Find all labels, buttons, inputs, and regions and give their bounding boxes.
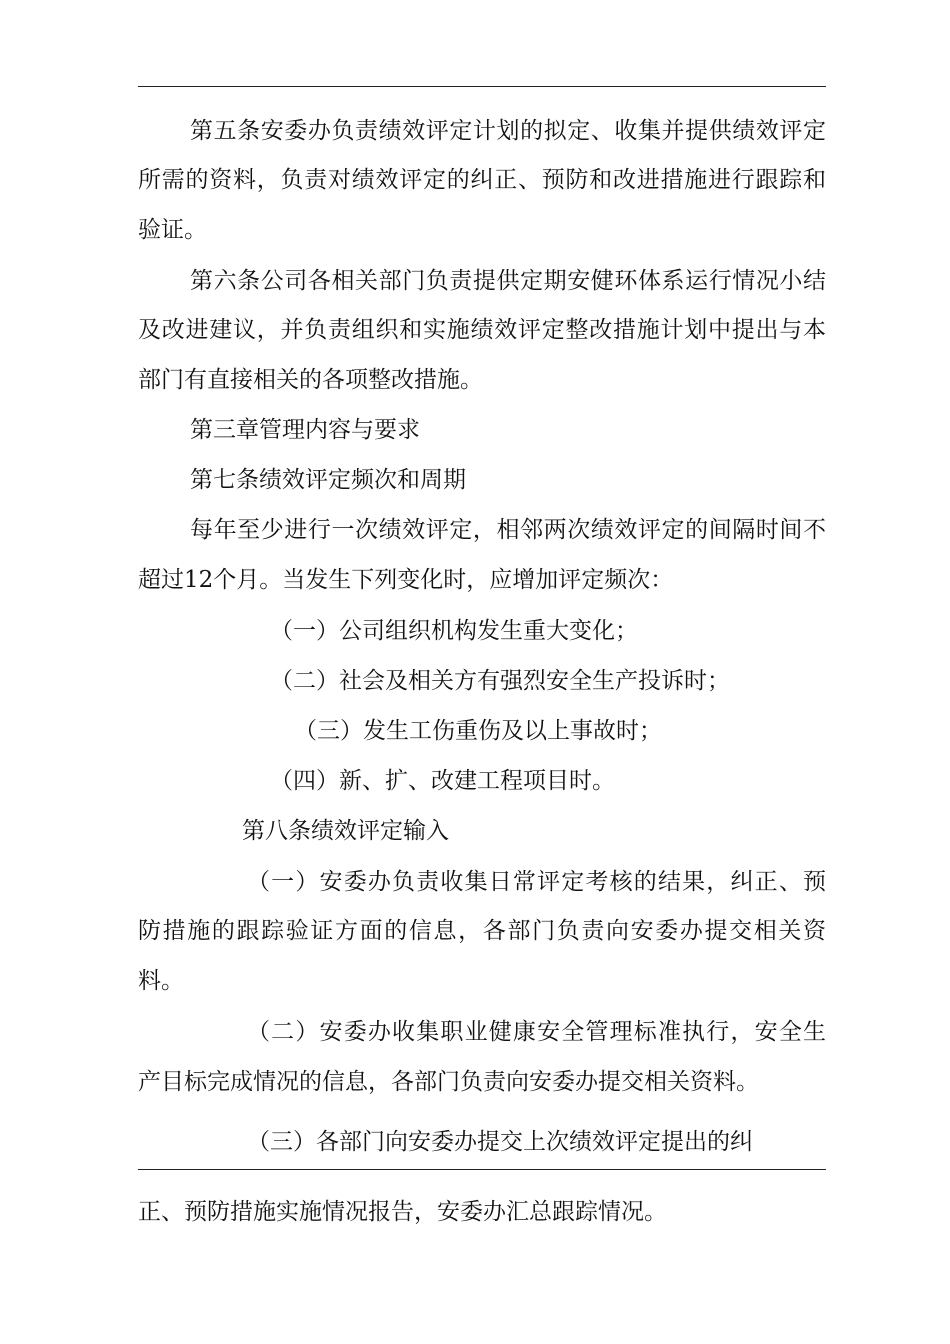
page-break-rule	[138, 1169, 826, 1170]
paragraph-line: 产目标完成情况的信息，各部门负责向安委办提交相关资料。	[138, 1069, 759, 1095]
paragraph-line: （二）安委办收集职业健康安全管理标准执行，安全生	[247, 1019, 826, 1045]
paragraph-line: 验证。	[138, 217, 207, 243]
chapter-heading: 第三章管理内容与要求	[190, 417, 420, 443]
paragraph-line: （三）各部门向安委办提交上次绩效评定提出的纠	[247, 1129, 753, 1155]
list-item: （二）社会及相关方有强烈安全生产投诉时；	[270, 668, 730, 694]
paragraph-line: 第六条公司各相关部门负责提供定期安健环体系运行情况小结	[190, 268, 826, 294]
paragraph-line: 每年至少进行一次绩效评定，相邻两次绩效评定的间隔时间不	[190, 517, 826, 543]
paragraph-line: 超过12个月。当发生下列变化时，应增加评定频次：	[138, 567, 674, 593]
list-item: （一）公司组织机构发生重大变化；	[270, 618, 638, 644]
list-item: （四）新、扩、改建工程项目时。	[270, 768, 615, 794]
paragraph-line: 及改进建议，并负责组织和实施绩效评定整改措施计划中提出与本	[138, 317, 826, 343]
header-rule	[138, 86, 826, 87]
paragraph-line: （一）安委办负责收集日常评定考核的结果，纠正、预	[247, 869, 826, 895]
list-item: （三）发生工伤重伤及以上事故时；	[294, 718, 662, 744]
article-heading: 第七条绩效评定频次和周期	[190, 467, 466, 493]
paragraph-line: 部门有直接相关的各项整改措施。	[138, 367, 483, 393]
article-heading: 第八条绩效评定输入	[242, 818, 449, 844]
continuation-line: 正、预防措施实施情况报告，安委办汇总跟踪情况。	[138, 1199, 667, 1225]
paragraph-line: 所需的资料，负责对绩效评定的纠正、预防和改进措施进行跟踪和	[138, 167, 826, 193]
paragraph-line: 料。	[138, 968, 184, 994]
paragraph-line: 第五条安委办负责绩效评定计划的拟定、收集并提供绩效评定	[190, 118, 826, 144]
paragraph-line: 防措施的跟踪验证方面的信息，各部门负责向安委办提交相关资	[138, 918, 826, 944]
